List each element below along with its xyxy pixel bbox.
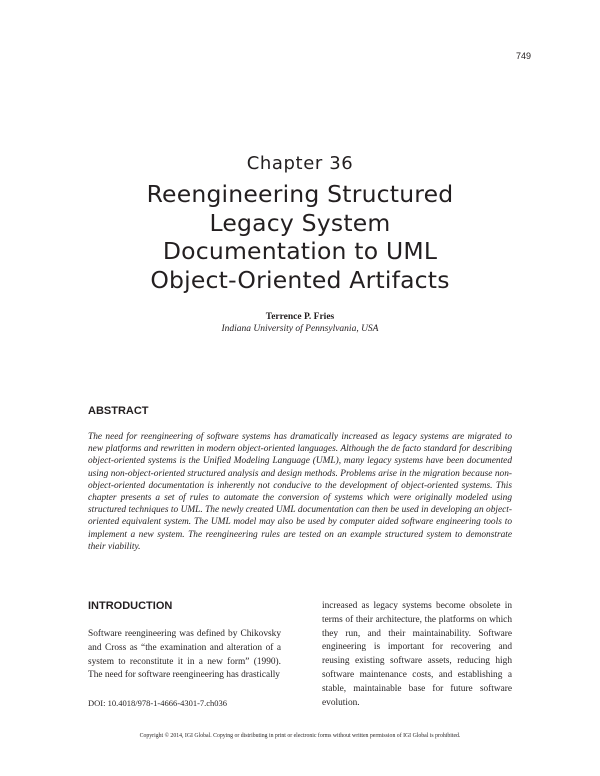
chapter-title-line: Documentation to UML [162,237,438,266]
doi: DOI: 10.4018/978-1-4666-4301-7.ch036 [88,698,228,708]
author-block [0,311,600,335]
introduction-right-column: increased as legacy systems become obsolete in terms of their architecture, the platforms on which they run, and their maintainability. Software engineering is important for recovering and reusing existing software assets, reducing high software maintenance costs, and establishing a stable, maintainable base for future software evolution. [322,601,512,708]
chapter-label: Chapter 36 [246,153,354,174]
chapter-title-line: Object-Oriented Artifacts [150,265,450,294]
abstract-heading: ABSTRACT [88,405,149,417]
introduction-left-column: Software reengineering was defined by Chikovsky and Cross as “the examination and alteration of a system to reconstitute it in a new form” (1990). The need for software reengineering has drastically [88,629,281,681]
copyright-notice: Copyright © 2014, IGI Global. Copying or distributing in print or electronic forms without written permission of IGI Global is prohibited. [139,733,461,739]
page-number: 749 [515,51,531,61]
chapter-title-line: Legacy System [209,208,391,237]
abstract-body: The need for reengineering of software systems has dramatically increased as legacy systems are migrated to new platforms and rewritten in modern object-oriented languages. Although the de facto standard for describing object-oriented systems is the Unified Modeling Language (UML), many legacy systems have been documented using non-object-oriented structured analysis and design methods. Problems arise in the migration because non-object-oriented documentation is inherently not conducive to the development of object-oriented systems. This chapter presents a set of rules to automate the conversion of systems which were originally modeled using structured techniques to UML. The newly created UML documentation can then be used in developing an object-oriented equivalent system. The UML model may also be used by computer aided software engineering tools to implement a new system. The reengineering rules are tested on an example structured system to demonstrate their viability. [88,432,512,552]
chapter-title [0,180,600,294]
chapter-title-line: Reengineering Structured [146,180,454,208]
introduction-heading: INTRODUCTION [88,600,173,612]
author-affiliation: Indiana University of Pennsylvania, USA [221,324,379,334]
author-name: Terrence P. Fries [265,312,335,322]
